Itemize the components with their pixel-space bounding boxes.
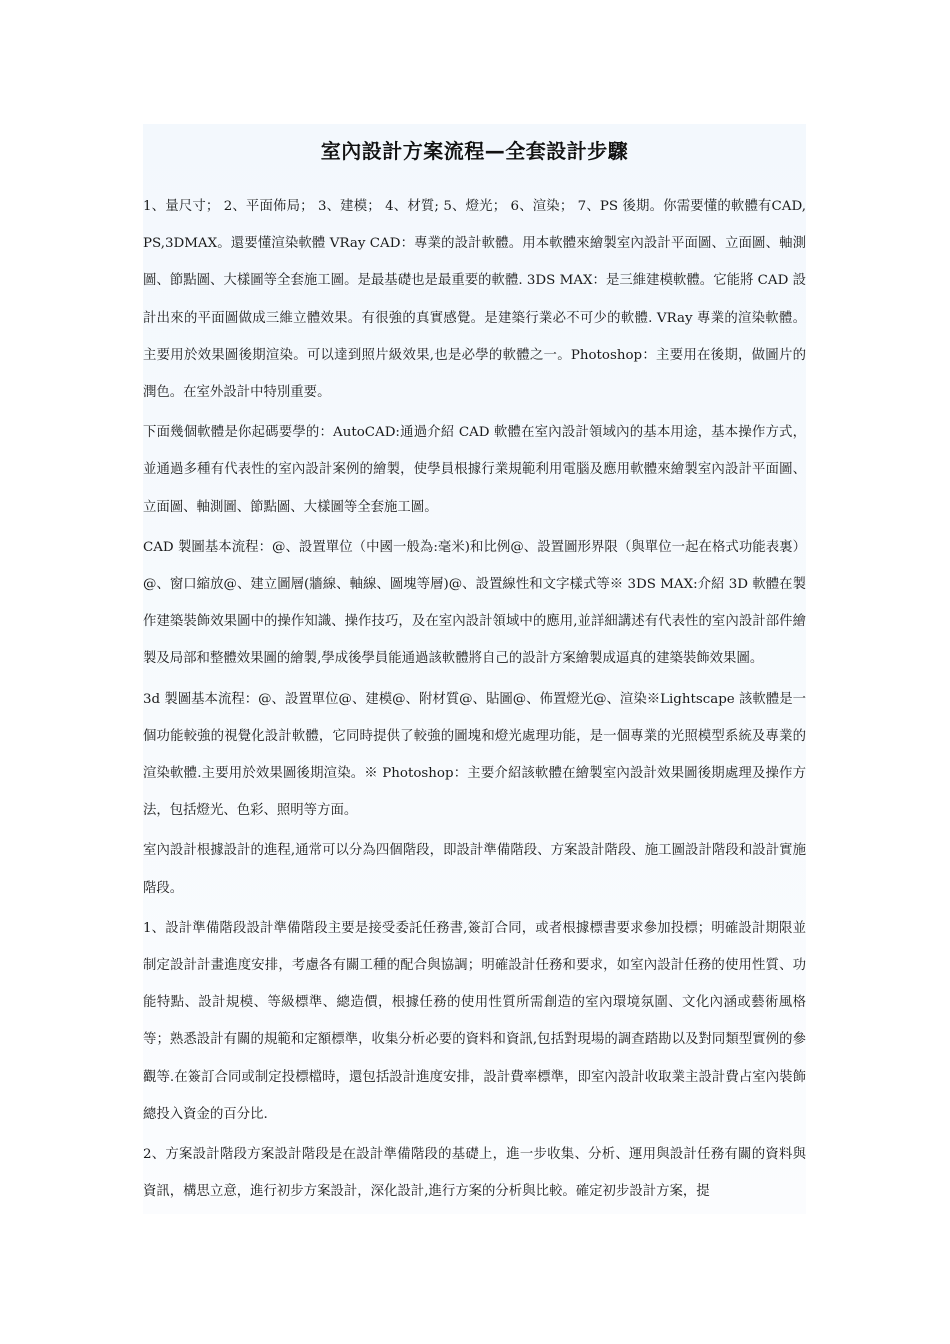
document-body: [143, 124, 806, 1214]
paragraph-cad-workflow: CAD 製圖基本流程：@、設置單位（中國一般為:毫米)和比例@、設置圖形界限（與單位一起在格式功能表裏）@、窗口縮放@、建立圖層(牆線、軸線、圖塊等層)@、設置線性和文字樣式等※ 3DS MAX:介紹 3D 軟體在製作建築裝飾效果圖中的操作知識、操作技巧，及在室內設計領域中的應用,並詳細講述有代表性的室內設計部件繪製及局部和整體效果圖的繪製,學成後學員能通過該軟體將自己的設計方案繪製成逼真的建築裝飾效果圖。: [143, 539, 806, 667]
paragraph-autocad-intro: 下面幾個軟體是你起碼要學的：AutoCAD:通過介紹 CAD 軟體在室內設計領域內的基本用途，基本操作方式，並通過多種有代表性的室內設計案例的繪製，使學員根據行業規範利用電腦及應用軟體來繪製室內設計平面圖、立面圖、軸測圖、節點圖、大樣圖等全套施工圖。: [143, 425, 806, 515]
paragraph-design-stages: 室內設計根據設計的進程,通常可以分為四個階段，即設計準備階段、方案設計階段、施工圖設計階段和設計實施階段。: [143, 843, 806, 896]
paragraph-3d-workflow: 3d 製圖基本流程：@、設置單位@、建模@、附材質@、貼圖@、佈置燈光@、渲染※Lightscape 該軟體是一個功能較強的視覺化設計軟體，它同時提供了較強的圖塊和燈光處理功能，是一個專業的光照模型系統及專業的渲染軟體.主要用於效果圖後期渲染。※ Photoshop：主要介紹該軟體在繪製室內設計效果圖後期處理及操作方法，包括燈光、色彩、照明等方面。: [143, 691, 806, 819]
paragraph-scheme-stage: 2、方案設計階段方案設計階段是在設計準備階段的基礎上，進一步收集、分析、運用與設計任務有關的資料與資訊，構思立意，進行初步方案設計，深化設計,進行方案的分析與比較。確定初步設計方案，提: [143, 1147, 806, 1200]
document-title: 室內設計方案流程—全套設計步驟: [320, 139, 629, 163]
paragraph-preparation-stage: 1、設計準備階段設計準備階段主要是接受委託任務書,簽訂合同，或者根據標書要求參加投標；明確設計期限並制定設計計畫進度安排，考慮各有關工種的配合與協調；明確設計任務和要求，如室內設計任務的使用性質、功能特點、設計規模、等級標準、總造價，根據任務的使用性質所需創造的室內環境氛圍、文化內涵或藝術風格等；熟悉設計有關的規範和定額標準，收集分析必要的資料和資訊,包括對現場的調查踏勘以及對同類型實例的參觀等.在簽訂合同或制定投標檔時，還包括設計進度安排，設計費率標準，即室內設計收取業主設計費占室內裝飾總投入資金的百分比.: [143, 920, 806, 1122]
paragraph-software-overview: 1、量尺寸； 2、平面佈局； 3、建模； 4、材質; 5、燈光； 6、渲染； 7、PS 後期。你需要懂的軟體有CAD,PS,3DMAX。還要懂渲染軟體 VRay CAD：專業的設計軟體。用本軟體來繪製室內設計平面圖、立面圖、軸測圖、節點圖、大樣圖等全套施工圖。是最基礎也是最重要的軟體. 3DS MAX：是三維建模軟體。它能將 CAD 設計出來的平面圖做成三維立體效果。有很強的真實感覺。是建築行業必不可少的軟體. VRay 專業的渲染軟體。主要用於效果圖後期渲染。可以達到照片級效果,也是必學的軟體之一。Photoshop：主要用在後期，做圖片的潤色。在室外設計中特別重要。: [143, 199, 806, 401]
